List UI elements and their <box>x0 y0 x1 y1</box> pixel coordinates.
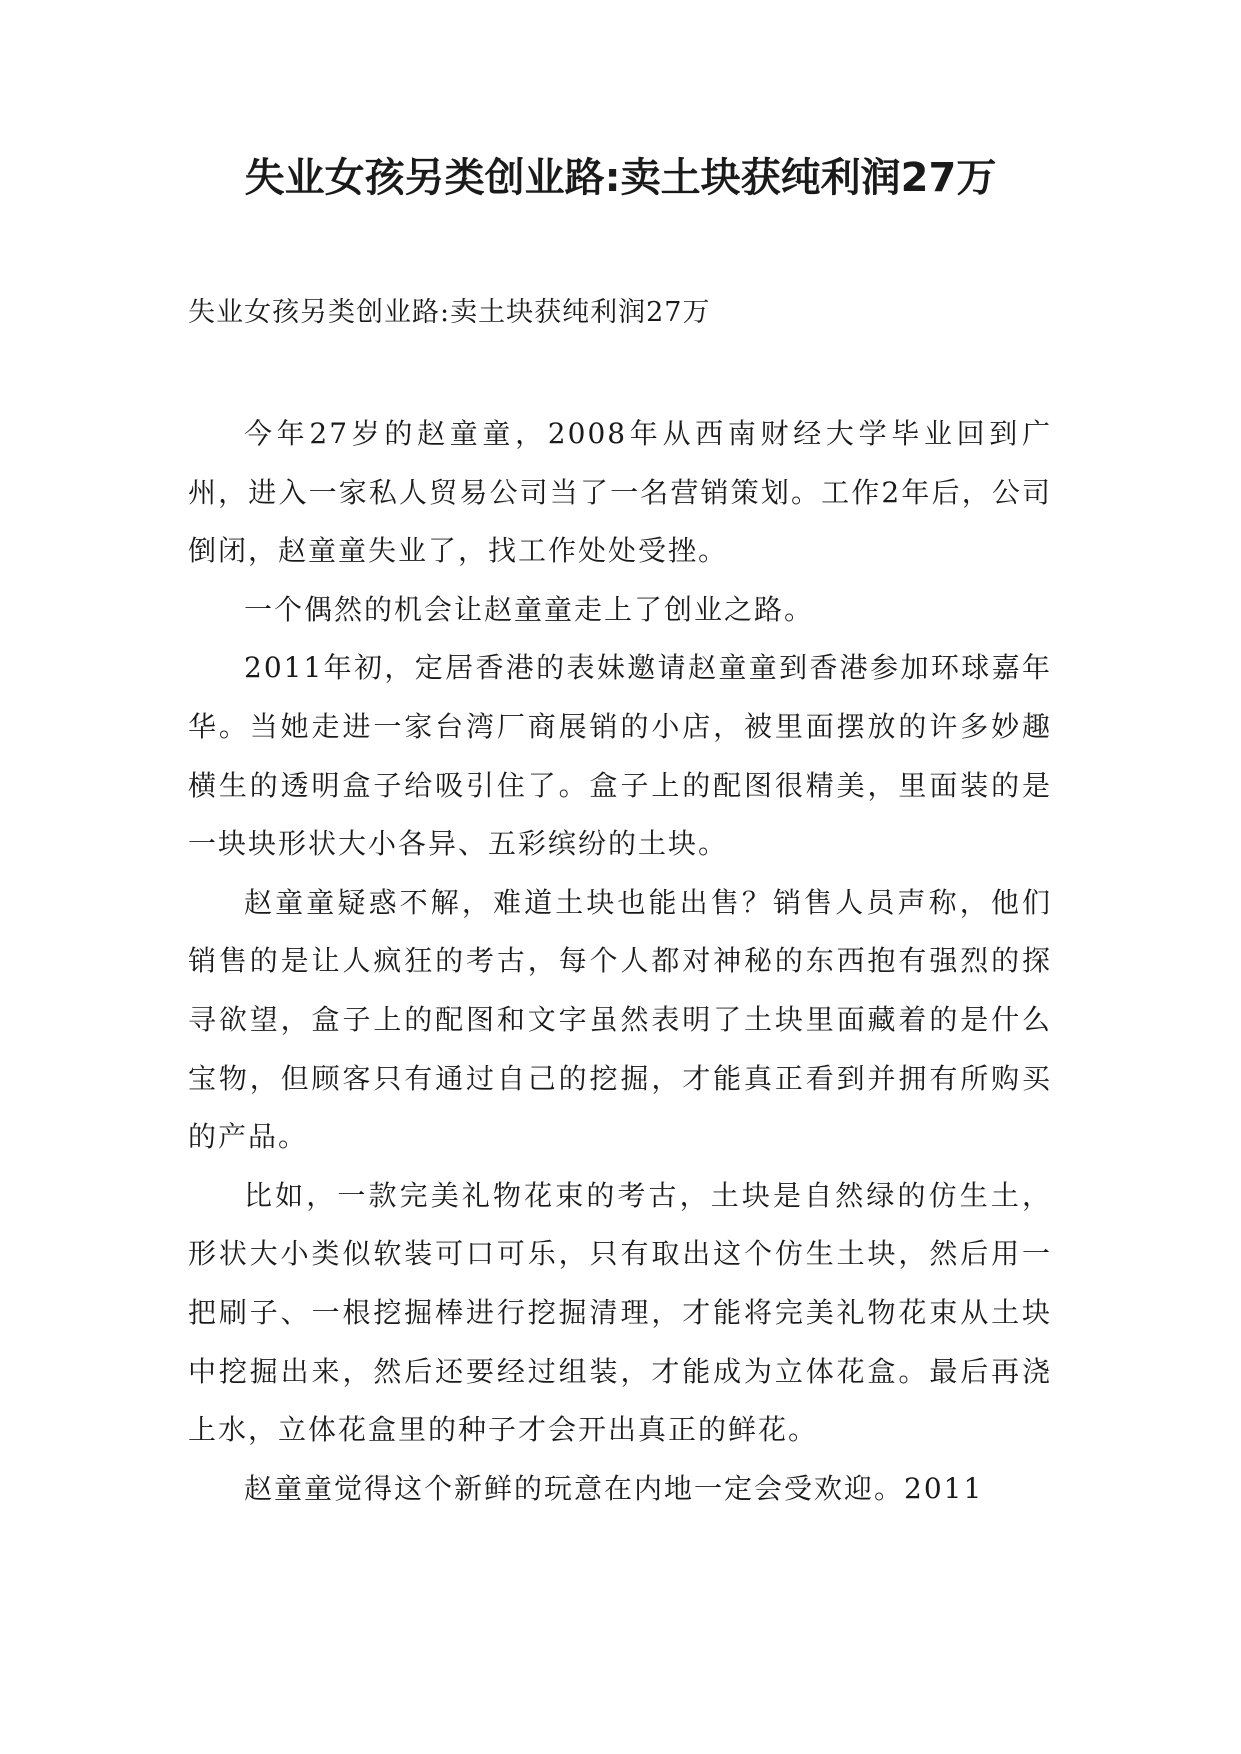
document-subtitle: 失业女孩另类创业路:卖土块获纯利润27万 <box>188 297 711 328</box>
paragraph: 2011年初，定居香港的表妹邀请赵童童到香港参加环球嘉年华。当她走进一家台湾厂商展销的小店，被里面摆放的许多妙趣横生的透明盒子给吸引住了。盒子上的配图很精美，里面装的是一块块形状大小各异、五彩缤纷的土块。 <box>188 651 1052 861</box>
document-body <box>188 405 1052 1518</box>
paragraph: 比如，一款完美礼物花束的考古，土块是自然绿的仿生土，形状大小类似软装可口可乐，只有取出这个仿生土块，然后用一把刷子、一根挖掘棒进行挖掘清理，才能将完美礼物花束从土块中挖掘出来，然后还要经过组装，才能成为立体花盒。最后再浇上水，立体花盒里的种子才会开出真正的鲜花。 <box>188 1178 1052 1447</box>
paragraph: 赵童童疑惑不解，难道土块也能出售？销售人员声称，他们销售的是让人疯狂的考古，每个人都对神秘的东西抱有强烈的探寻欲望，盒子上的配图和文字虽然表明了土块里面藏着的是什么宝物，但顾客只有通过自己的挖掘，才能真正看到并拥有所购买的产品。 <box>188 885 1052 1154</box>
paragraph: 一个偶然的机会让赵童童走上了创业之路。 <box>244 592 815 626</box>
paragraph: 今年27岁的赵童童，2008年从西南财经大学毕业回到广州，进入一家私人贸易公司当了一名营销策划。工作2年后，公司倒闭，赵童童失业了，找工作处处受挫。 <box>188 417 1052 568</box>
document-title: 失业女孩另类创业路:卖土块获纯利润27万 <box>244 155 997 201</box>
paragraph: 赵童童觉得这个新鲜的玩意在内地一定会受欢迎。2011 <box>244 1471 984 1505</box>
